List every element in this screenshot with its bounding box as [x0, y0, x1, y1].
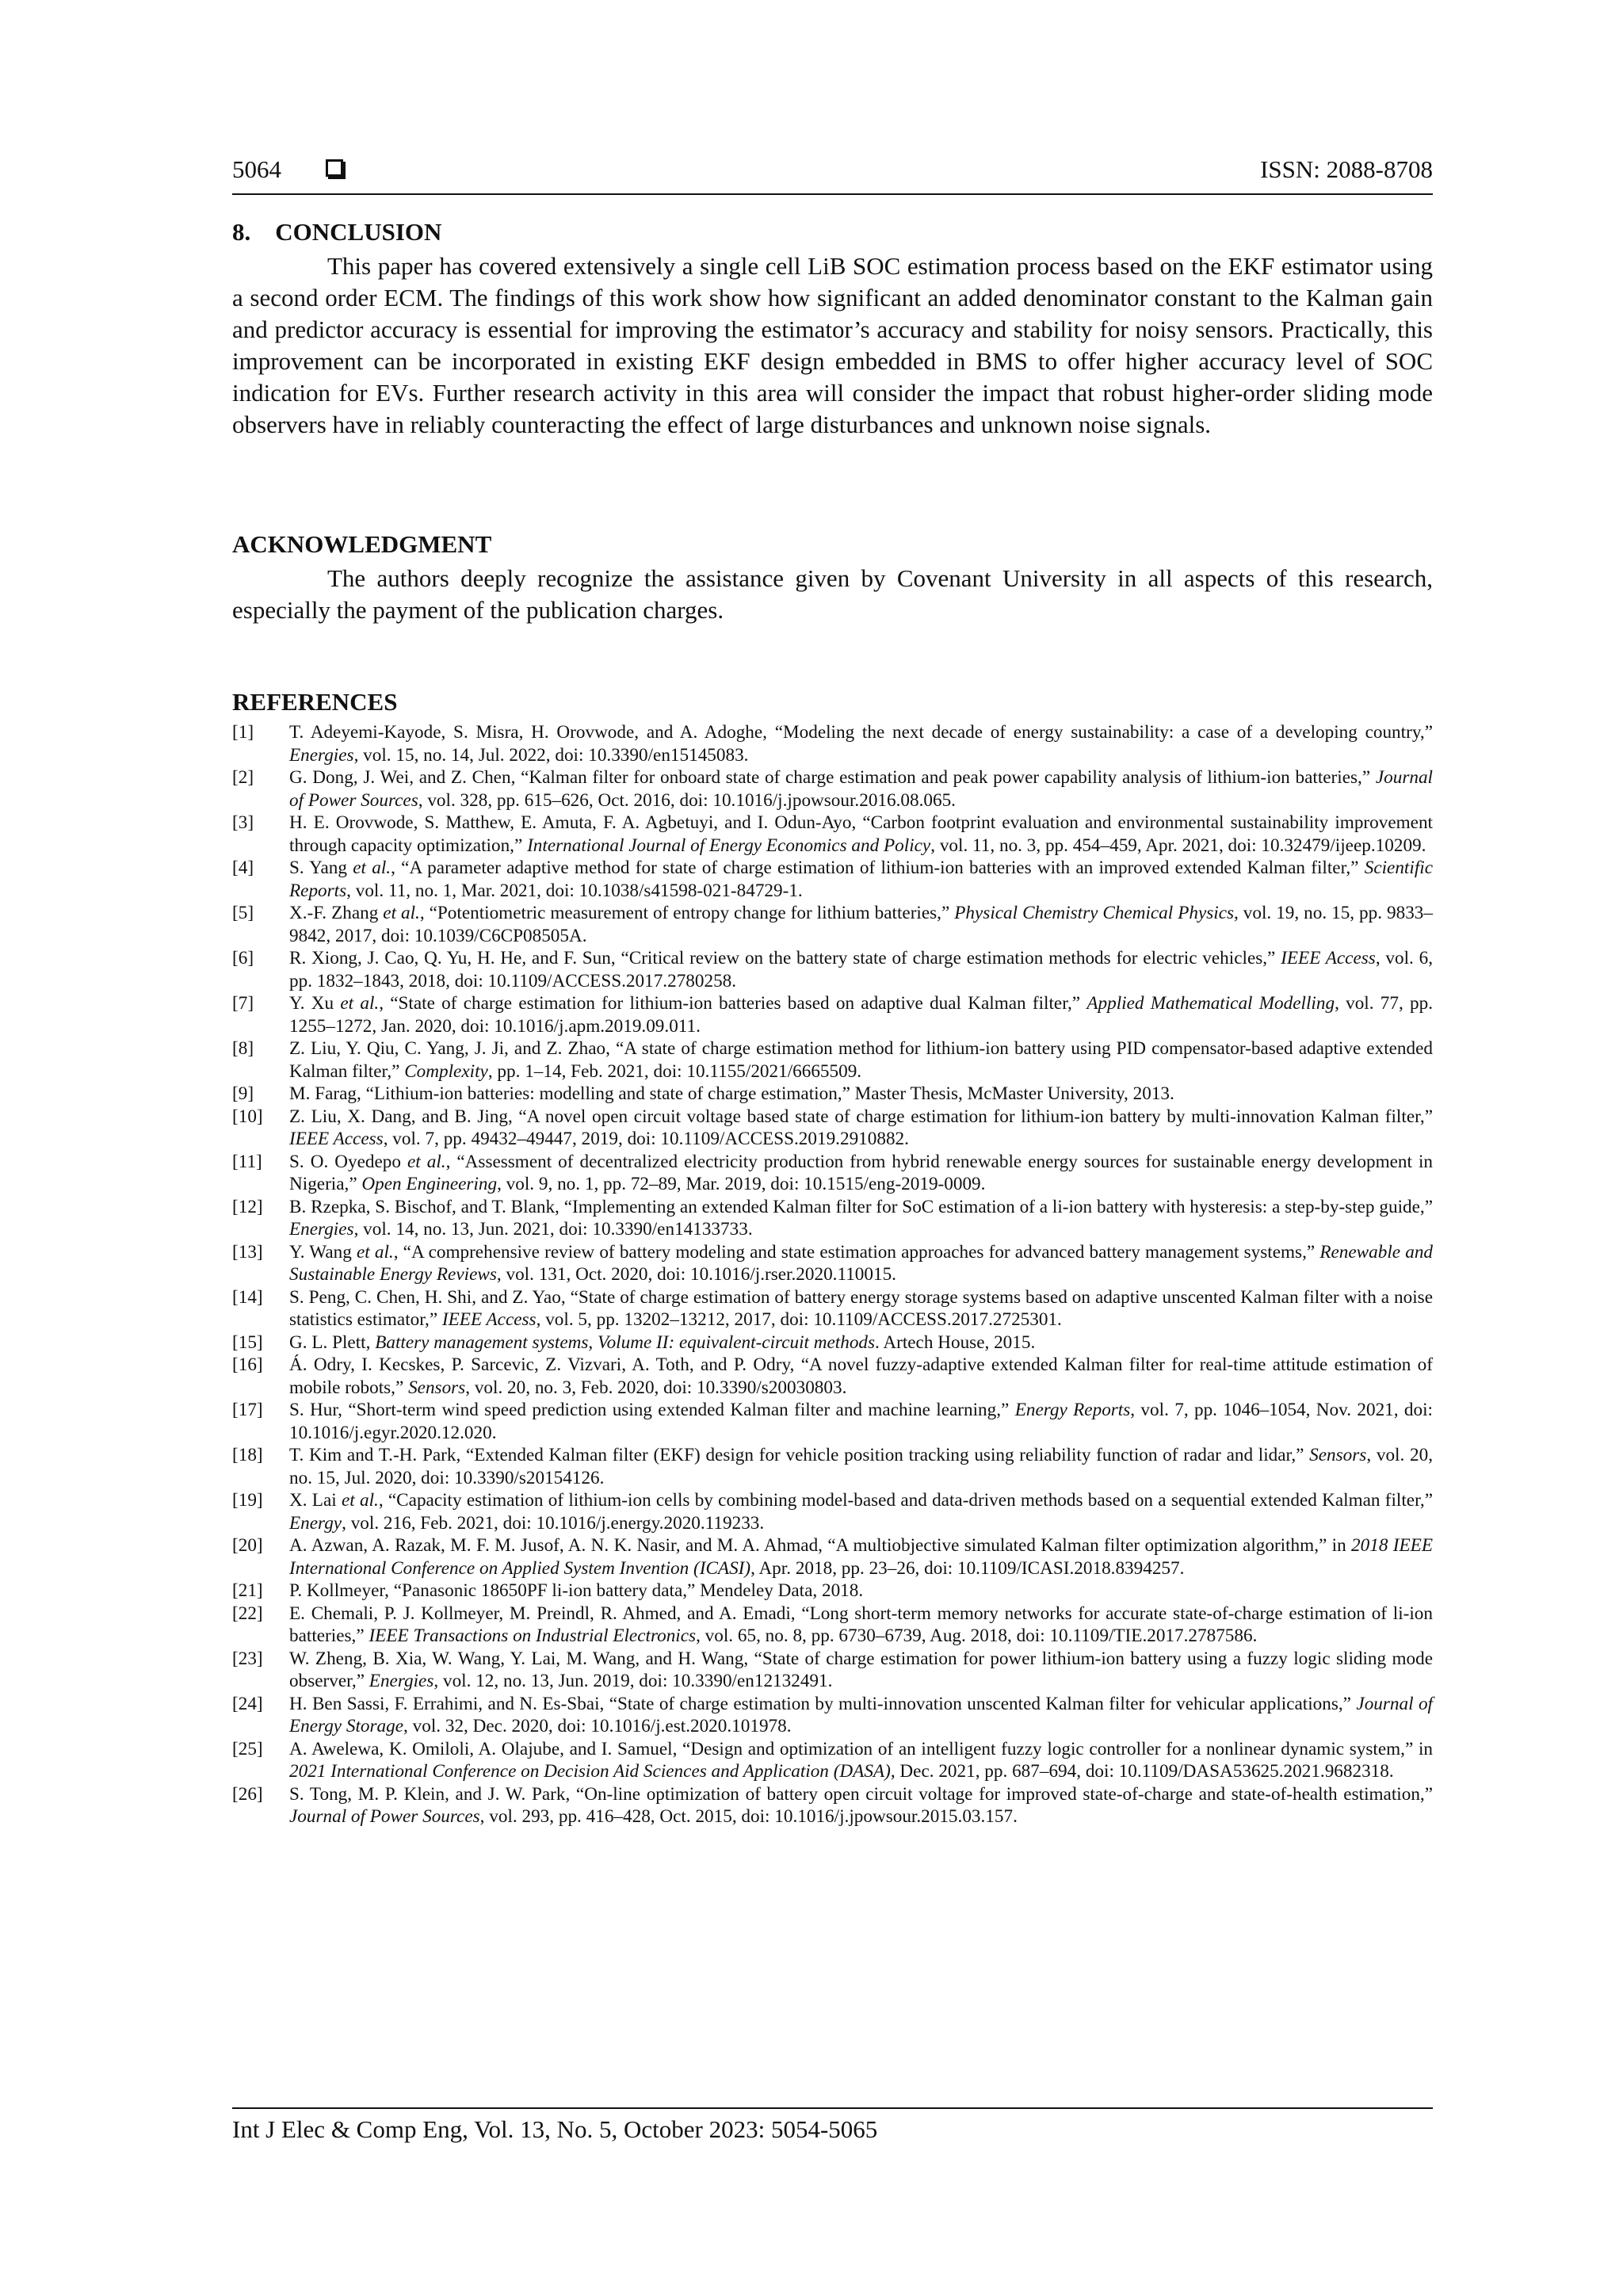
reference-venue: Energy	[289, 1512, 342, 1534]
reference-number: [24]	[232, 1693, 263, 1714]
reference-authors-title: Z. Liu, X. Dang, and B. Jing, “A novel open circuit voltage based state of charge estimation for lithium-ion battery by multi-innovation Kalman filter,”	[289, 1106, 1433, 1127]
issn: ISSN: 2088-8708	[1260, 155, 1433, 183]
reference-item	[232, 1331, 1433, 1354]
reference-number: [23]	[232, 1648, 263, 1669]
reference-item	[232, 1738, 1433, 1783]
reference-text	[289, 721, 1433, 766]
reference-item	[232, 1196, 1433, 1241]
reference-details: , vol. 293, pp. 416–428, Oct. 2015, doi: 10.1016/j.jpowsour.2015.03.157.	[479, 1806, 1018, 1827]
reference-list	[232, 721, 1433, 1828]
reference-item	[232, 1399, 1433, 1444]
reference-text	[289, 1738, 1433, 1783]
reference-number: [18]	[232, 1445, 263, 1465]
reference-venue: IEEE Access	[289, 1129, 384, 1149]
reference-text	[289, 1534, 1433, 1580]
reference-item	[232, 1106, 1433, 1151]
reference-venue: IEEE Access	[1281, 948, 1376, 968]
reference-details: , vol. 15, no. 14, Jul. 2022, doi: 10.3390/en15145083.	[353, 744, 749, 766]
reference-details: , vol. 7, pp. 49432–49447, 2019, doi: 10.1109/ACCESS.2019.2910882.	[383, 1129, 909, 1149]
acknowledgment-heading: ACKNOWLEDGMENT	[232, 530, 492, 558]
reference-authors-title: R. Xiong, J. Cao, Q. Yu, H. He, and F. Sun, “Critical review on the battery state of charge estimation methods for electric vehicles,”	[289, 948, 1281, 968]
reference-item	[232, 1580, 1433, 1603]
reference-authors-title: Z. Liu, Y. Qiu, C. Yang, J. Ji, and Z. Zhao, “A state of charge estimation method for lithium-ion battery using PID compensator-based adaptive extended Kalman filter,”	[289, 1038, 1433, 1082]
reference-number: [26]	[232, 1783, 263, 1805]
reference-venue: Battery management systems, Volume II: equivalent-circuit methods	[375, 1331, 876, 1353]
reference-text	[289, 1083, 1433, 1106]
reference-details: , vol. 5, pp. 13202–13212, 2017, doi: 10.1109/ACCESS.2017.2725301.	[536, 1309, 1062, 1330]
reference-venue: IEEE Transactions on Industrial Electronics	[369, 1626, 697, 1646]
reference-authors-title: S. Peng, C. Chen, H. Shi, and Z. Yao, “State of charge estimation of battery energy storage systems based on adaptive unscented Kalman filter with a noise statistics estimator,”	[289, 1286, 1433, 1330]
reference-number: [3]	[232, 812, 254, 833]
reference-title: , “A parameter adaptive method for state of charge estimation of lithium-ion batteries with an improved extended Kalman filter,”	[391, 858, 1365, 878]
checkbox-square-icon	[326, 159, 343, 177]
reference-number: [8]	[232, 1038, 254, 1059]
reference-et-al: et al.	[383, 903, 420, 923]
journal-page	[232, 0, 1433, 2296]
reference-authors-title: Y. Xu	[289, 993, 341, 1014]
reference-details: , Dec. 2021, pp. 687–694, doi: 10.1109/DASA53625.2021.9682318.	[890, 1761, 1394, 1782]
reference-item	[232, 1083, 1433, 1106]
conclusion-paragraph: This paper has covered extensively a single cell LiB SOC estimation process based on the EKF estimator using a second order ECM. The findings of this work show how significant an added denominator constant to the Kalman gain and predictor accuracy is essential for improving the estimator’s accuracy and stability for noisy sensors. Practically, this improvement can be incorporated in existing EKF design embedded in BMS to offer higher accuracy level of SOC indication for EVs. Further research activity in this area will consider the impact that robust higher-order sliding mode observers have in reliably counteracting the effect of large disturbances and unknown noise signals.	[232, 252, 1433, 438]
reference-text	[289, 766, 1433, 812]
reference-details: , vol. 6, pp. 1832–1843, 2018, doi: 10.1109/ACCESS.2017.2780258.	[289, 948, 1433, 991]
reference-authors-title: T. Kim and T.-H. Park, “Extended Kalman filter (EKF) design for vehicle position tracking using reliability function of radar and lidar,”	[289, 1445, 1310, 1465]
reference-number: [7]	[232, 993, 254, 1014]
reference-text	[289, 1399, 1433, 1444]
reference-authors-title: H. E. Orovwode, S. Matthew, E. Amuta, F. A. Agbetuyi, and I. Odun-Ayo, “Carbon footprint evaluation and environmental sustainability improvement through capacity optimization,”	[289, 812, 1433, 856]
reference-number: [21]	[232, 1580, 263, 1601]
reference-item	[232, 721, 1433, 766]
reference-item	[232, 1783, 1433, 1828]
reference-text	[289, 1151, 1433, 1196]
reference-title: , “State of charge estimation for lithium-ion batteries based on adaptive dual Kalman filter,”	[379, 993, 1087, 1014]
references-heading: REFERENCES	[232, 688, 398, 716]
reference-venue: Energies	[289, 1219, 354, 1240]
reference-details: , vol. 131, Oct. 2020, doi: 10.1016/j.rser.2020.110015.	[496, 1264, 896, 1285]
reference-authors-title: S. Tong, M. P. Klein, and J. W. Park, “On-line optimization of battery open circuit voltage for improved state-of-charge and state-of-health estimation,”	[289, 1783, 1433, 1805]
reference-venue: 2021 International Conference on Decision Aid Sciences and Application (DASA)	[289, 1761, 891, 1782]
reference-venue: Physical Chemistry Chemical Physics	[954, 903, 1235, 923]
reference-venue: Energies	[369, 1671, 434, 1691]
reference-text	[289, 1354, 1433, 1399]
conclusion-heading: 8. CONCLUSION	[232, 218, 442, 246]
page-number: 5064	[232, 155, 281, 183]
reference-number: [11]	[232, 1151, 262, 1172]
reference-number: [5]	[232, 903, 254, 923]
reference-venue: Journal of Power Sources	[289, 767, 1433, 811]
header-rule	[232, 193, 1433, 195]
reference-details: , vol. 77, pp. 1255–1272, Jan. 2020, doi: 10.1016/j.apm.2019.09.011.	[289, 993, 1433, 1037]
reference-number: [10]	[232, 1106, 263, 1127]
reference-number: [17]	[232, 1400, 263, 1420]
reference-number: [25]	[232, 1738, 263, 1759]
reference-item	[232, 947, 1433, 992]
reference-title: , “Capacity estimation of lithium-ion cells by combining model-based and data-driven methods based on a sequential extended Kalman filter,”	[378, 1490, 1433, 1511]
reference-item	[232, 1286, 1433, 1331]
reference-text	[289, 1331, 1433, 1354]
reference-et-al: et al.	[407, 1151, 446, 1172]
reference-number: [1]	[232, 722, 254, 743]
reference-text	[289, 947, 1433, 992]
reference-venue: Applied Mathematical Modelling	[1086, 993, 1335, 1014]
reference-text	[289, 1693, 1433, 1738]
reference-item	[232, 1648, 1433, 1693]
reference-authors-title: T. Adeyemi-Kayode, S. Misra, H. Orovwode, and A. Adoghe, “Modeling the next decade of energy sustainability: a case of a developing country,”	[289, 722, 1433, 743]
reference-et-al: et al.	[340, 993, 380, 1014]
reference-text	[289, 1286, 1433, 1331]
reference-venue: Energy Reports	[1014, 1400, 1131, 1420]
reference-venue: Sensors	[1309, 1445, 1367, 1465]
reference-item	[232, 1603, 1433, 1648]
reference-number: [9]	[232, 1083, 254, 1104]
reference-text	[289, 1444, 1433, 1489]
reference-item	[232, 766, 1433, 812]
reference-et-al: et al.	[341, 1490, 379, 1511]
reference-number: [6]	[232, 948, 254, 968]
reference-authors-title: M. Farag, “Lithium-ion batteries: modelling and state of charge estimation,” Master Thesis, McMaster University, 2013.	[289, 1083, 1174, 1104]
reference-text	[289, 1106, 1433, 1151]
reference-authors-title: B. Rzepka, S. Bischof, and T. Blank, “Implementing an extended Kalman filter for SoC estimation of a li-ion battery with hysteresis: a step-by-step guide,”	[289, 1196, 1433, 1217]
reference-item	[232, 1241, 1433, 1286]
reference-venue: Open Engineering	[361, 1174, 498, 1194]
reference-authors-title: A. Awelewa, K. Omiloli, A. Olajube, and I. Samuel, “Design and optimization of an intelligent fuzzy logic controller for a nonlinear dynamic system,” in	[289, 1738, 1433, 1759]
reference-authors-title: Á. Odry, I. Kecskes, P. Sarcevic, Z. Vizvari, A. Toth, and P. Odry, “A novel fuzzy-adaptive extended Kalman filter for real-time attitude estimation of mobile robots,”	[289, 1354, 1433, 1398]
reference-authors-title: S. O. Oyedepo	[289, 1151, 407, 1172]
reference-details: , vol. 32, Dec. 2020, doi: 10.1016/j.est.2020.101978.	[403, 1716, 792, 1736]
reference-number: [14]	[232, 1286, 263, 1308]
page-header	[232, 155, 1433, 190]
reference-item	[232, 857, 1433, 902]
reference-venue: International Journal of Energy Economics and Policy	[527, 835, 931, 856]
reference-authors-title: Y. Wang	[289, 1241, 357, 1263]
reference-authors-title: E. Chemali, P. J. Kollmeyer, M. Preindl, R. Ahmed, and A. Emadi, “Long short-term memory networks for accurate state-of-charge estimation of li-ion batteries,”	[289, 1603, 1433, 1646]
reference-details: , vol. 20, no. 15, Jul. 2020, doi: 10.3390/s20154126.	[289, 1445, 1433, 1488]
reference-text	[289, 812, 1433, 857]
footer-rule	[232, 2107, 1433, 2109]
reference-text	[289, 902, 1433, 947]
reference-number: [2]	[232, 767, 254, 788]
reference-item	[232, 1151, 1433, 1196]
reference-details: , vol. 65, no. 8, pp. 6730–6739, Aug. 2018, doi: 10.1109/TIE.2017.2787586.	[696, 1626, 1258, 1646]
reference-number: [19]	[232, 1490, 263, 1511]
reference-text	[289, 857, 1433, 902]
reference-details: , Apr. 2018, pp. 23–26, doi: 10.1109/ICASI.2018.8394257.	[750, 1557, 1185, 1579]
reference-details: . Artech House, 2015.	[875, 1331, 1036, 1353]
reference-venue: Renewable and Sustainable Energy Reviews	[289, 1241, 1434, 1285]
acknowledgment-paragraph: The authors deeply recognize the assistance given by Covenant University in all aspects of this research, especially the payment of the publication charges.	[232, 564, 1433, 624]
reference-details: , pp. 1–14, Feb. 2021, doi: 10.1155/2021/6665509.	[487, 1060, 862, 1082]
reference-text	[289, 1580, 1433, 1603]
reference-details: , vol. 14, no. 13, Jun. 2021, doi: 10.3390/en14133733.	[353, 1219, 753, 1240]
reference-item	[232, 992, 1433, 1037]
reference-venue: 2018 IEEE International Conference on Applied System Invention (ICASI)	[289, 1535, 1433, 1579]
reference-authors-title: G. Dong, J. Wei, and Z. Chen, “Kalman filter for onboard state of charge estimation and peak power capability analysis of lithium-ion batteries,”	[289, 767, 1376, 788]
reference-number: [13]	[232, 1241, 263, 1263]
reference-number: [15]	[232, 1331, 263, 1353]
reference-details: , vol. 7, pp. 1046–1054, Nov. 2021, doi: 10.1016/j.egyr.2020.12.020.	[289, 1400, 1433, 1443]
reference-item	[232, 1489, 1433, 1534]
reference-number: [12]	[232, 1196, 263, 1217]
reference-number: [22]	[232, 1603, 263, 1624]
reference-text	[289, 1648, 1433, 1693]
reference-text	[289, 1037, 1433, 1083]
reference-text	[289, 992, 1433, 1037]
reference-details: , vol. 9, no. 1, pp. 72–89, Mar. 2019, doi: 10.1515/eng-2019-0009.	[497, 1174, 986, 1194]
reference-item	[232, 1534, 1433, 1580]
reference-details: , vol. 328, pp. 615–626, Oct. 2016, doi: 10.1016/j.jpowsour.2016.08.065.	[418, 789, 956, 811]
reference-item	[232, 1354, 1433, 1399]
reference-number: [20]	[232, 1535, 263, 1556]
reference-authors-title: W. Zheng, B. Xia, W. Wang, Y. Lai, M. Wang, and H. Wang, “State of charge estimation for power lithium-ion battery using a fuzzy logic sliding mode observer,”	[289, 1648, 1433, 1691]
reference-authors-title: H. Ben Sassi, F. Errahimi, and N. Es-Sbai, “State of charge estimation by multi-innovation unscented Kalman filter for vehicular applications,”	[289, 1693, 1357, 1714]
reference-venue: Journal of Energy Storage	[289, 1693, 1433, 1736]
reference-details: , vol. 12, no. 13, Jun. 2019, doi: 10.3390/en12132491.	[433, 1671, 833, 1691]
reference-venue: Sensors	[408, 1377, 466, 1398]
reference-authors-title: X.-F. Zhang	[289, 903, 384, 923]
reference-item	[232, 902, 1433, 947]
reference-authors-title: P. Kollmeyer, “Panasonic 18650PF li-ion battery data,” Mendeley Data, 2018.	[289, 1580, 864, 1601]
reference-text	[289, 1783, 1433, 1828]
reference-venue: Complexity	[404, 1060, 488, 1082]
reference-venue: Scientific Reports	[289, 858, 1433, 901]
reference-details: , vol. 216, Feb. 2021, doi: 10.1016/j.energy.2020.119233.	[342, 1512, 765, 1534]
reference-details: , vol. 11, no. 1, Mar. 2021, doi: 10.1038/s41598-021-84729-1.	[346, 880, 803, 901]
reference-authors-title: S. Yang	[289, 858, 353, 878]
reference-title: , “Potentiometric measurement of entropy change for lithium batteries,”	[419, 903, 955, 923]
reference-number: [16]	[232, 1354, 263, 1375]
reference-title: , “Assessment of decentralized electricity production from hybrid renewable energy sources for sustainable energy development in Nigeria,”	[289, 1151, 1434, 1194]
reference-item	[232, 812, 1433, 857]
reference-details: , vol. 11, no. 3, pp. 454–459, Apr. 2021, doi: 10.32479/ijeep.10209.	[930, 835, 1426, 856]
reference-text	[289, 1603, 1433, 1648]
reference-authors-title: G. L. Plett,	[289, 1331, 376, 1353]
reference-title: , “A comprehensive review of battery modeling and state estimation approaches for advanced battery management systems,”	[393, 1241, 1320, 1263]
reference-text	[289, 1241, 1433, 1286]
page-footer: Int J Elec & Comp Eng, Vol. 13, No. 5, October 2023: 5054-5065	[232, 2115, 878, 2143]
reference-item	[232, 1693, 1433, 1738]
reference-venue: Energies	[289, 744, 354, 766]
reference-item	[232, 1037, 1433, 1083]
reference-authors-title: A. Azwan, A. Razak, M. F. M. Jusof, A. N. K. Nasir, and M. A. Ahmad, “A multiobjective simulated Kalman filter optimization algorithm,” in	[289, 1535, 1352, 1556]
reference-details: , vol. 19, no. 15, pp. 9833–9842, 2017, doi: 10.1039/C6CP08505A.	[289, 903, 1433, 946]
reference-et-al: et al.	[353, 858, 391, 878]
reference-venue: IEEE Access	[441, 1309, 537, 1330]
reference-item	[232, 1444, 1433, 1489]
reference-et-al: et al.	[356, 1241, 394, 1263]
reference-authors-title: S. Hur, “Short-term wind speed prediction using extended Kalman filter and machine learning,”	[289, 1400, 1015, 1420]
reference-number: [4]	[232, 858, 254, 878]
reference-details: , vol. 20, no. 3, Feb. 2020, doi: 10.3390/s20030803.	[465, 1377, 847, 1398]
reference-text	[289, 1196, 1433, 1241]
reference-text	[289, 1489, 1433, 1534]
reference-venue: Journal of Power Sources	[289, 1806, 480, 1827]
reference-authors-title: X. Lai	[289, 1490, 342, 1511]
